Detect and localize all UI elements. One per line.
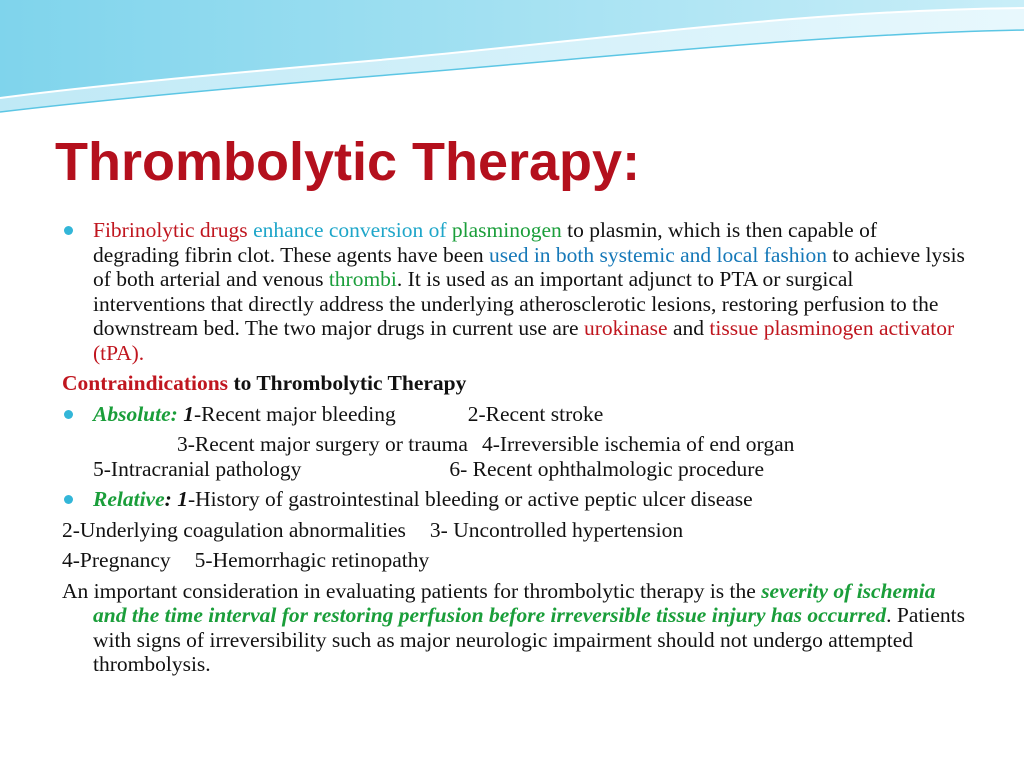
final-paragraph [62, 579, 967, 677]
term-urokinase: urokinase [583, 316, 668, 340]
bullet-absolute [62, 402, 967, 427]
absolute-item-2: 2-Recent stroke [467, 401, 604, 426]
relative-line-2 [62, 518, 967, 543]
relative-item-3: 3- Uncontrolled hypertension [429, 517, 684, 542]
phrase-systemic-local: used in both systemic and local fashion [489, 242, 827, 267]
phrase-enhance-conversion: enhance conversion of [253, 218, 447, 242]
text-segment: . It is used as an important adjunct to PTA or surgical interventions that directly address the underlying atherosclerotic lesions, restoring perfusion to the downstream bed. The two major drugs in current use are [93, 267, 939, 340]
relative-num: 1 [177, 487, 188, 511]
absolute-item-4: 4-Irreversible ischemia of end organ [481, 432, 795, 456]
relative-label: Relative [93, 487, 165, 511]
absolute-line-2 [62, 432, 967, 457]
decorative-wave-header [0, 0, 1024, 120]
absolute-item-3: 3-Recent major surgery or trauma [177, 432, 468, 456]
relative-colon: : [164, 487, 172, 511]
contraindications-rest: to Thrombolytic Therapy [233, 371, 467, 395]
absolute-item-5: 5-Intracranial pathology [93, 456, 302, 481]
absolute-line-3 [62, 457, 967, 482]
relative-item-2: 2-Underlying coagulation abnormalities [62, 517, 406, 542]
contraindications-label: Contraindications [62, 371, 229, 395]
relative-item-5: 5-Hemorrhagic retinopathy [194, 548, 430, 572]
text-segment: to achieve lysis of both arterial and venous [93, 242, 965, 291]
text-segment: to plasmin, which is then capable of degrading fibrin clot. These agents have been [93, 218, 877, 267]
term-plasminogen: plasminogen [451, 218, 562, 242]
absolute-label: Absolute: [93, 401, 178, 426]
bullet-relative [62, 487, 967, 512]
contraindications-heading [62, 371, 967, 396]
slide-body [62, 218, 967, 683]
text-segment: and [672, 316, 704, 340]
term-tpa: tissue plasminogen activator (tPA). [93, 316, 955, 365]
term-fibrinolytic-drugs: Fibrinolytic drugs [93, 218, 248, 242]
term-thrombi: thrombi [328, 267, 397, 291]
bullet-fibrinolytic [62, 218, 967, 365]
absolute-num: 1 [183, 401, 194, 426]
slide-title: Thrombolytic Therapy: [55, 132, 641, 192]
final-text-1: An important consideration in evaluating patients for thrombolytic therapy is the [62, 578, 756, 603]
final-text-2: . Patients with signs of irreversibility such as major neurologic impairment should not undergo attempted thrombolysis. [93, 603, 965, 676]
absolute-item-1: -Recent major bleeding [193, 401, 396, 426]
relative-line-3 [62, 548, 967, 573]
relative-item-4: 4-Pregnancy [62, 548, 171, 572]
relative-item-1: -History of gastrointestinal bleeding or active peptic ulcer disease [187, 487, 753, 511]
final-emphasis: severity of ischemia and the time interval for restoring perfusion before irreversible tissue injury has occurred [93, 578, 936, 627]
absolute-item-6: 6- Recent ophthalmologic procedure [449, 456, 764, 481]
